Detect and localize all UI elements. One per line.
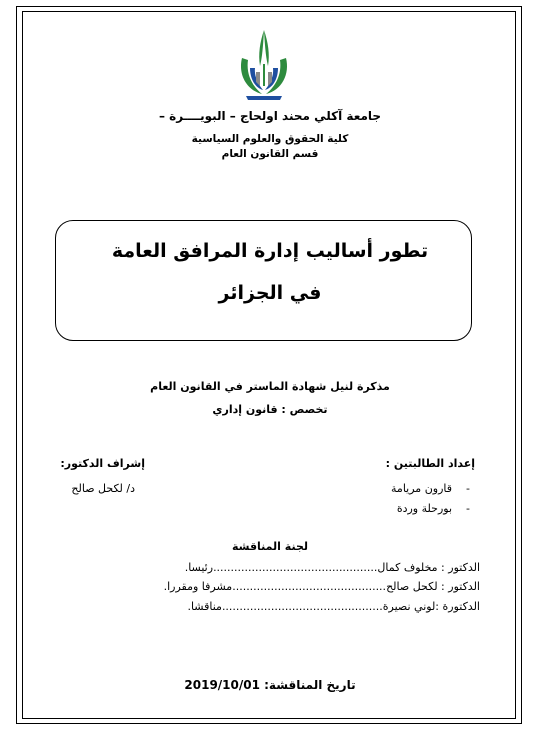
list-dash: - — [466, 502, 470, 515]
supervisor-label: إشراف الدكتور: — [60, 457, 145, 470]
faculty-name: كلية الحقوق والعلوم السياسية — [191, 133, 349, 145]
list-dash: - — [466, 482, 470, 495]
committee-entry: الدكتور : مخلوف كمال — [377, 561, 480, 574]
department-name: قسم القانون العام — [221, 148, 319, 160]
committee-dots: .............................................. — [221, 600, 383, 613]
memo-specialty: تخصص : قانون إداري — [212, 403, 328, 416]
students-label: إعداد الطالبتين : — [385, 457, 475, 470]
committee-row — [185, 561, 480, 574]
committee-row — [187, 600, 480, 613]
discussion-date: تاريخ المناقشة: 2019/10/01 — [184, 678, 356, 692]
committee-entry: الدكتورة :لوني نصيرة — [382, 600, 480, 613]
memo-purpose: مذكرة لنيل شهادة الماستر في القانون العام — [150, 380, 390, 393]
thesis-title-line1: تطور أساليب إدارة المرافق العامة — [111, 240, 429, 262]
committee-row — [164, 580, 480, 593]
university-name: جامعة آكلي محند اولحاج – البويــــرة – — [158, 109, 382, 123]
committee-dots: ............................................ — [232, 580, 387, 593]
title-box — [55, 220, 472, 341]
university-logo-icon — [236, 28, 292, 102]
student-item — [391, 482, 470, 495]
committee-dots: ............................................... — [213, 561, 378, 574]
committee-entry: الدكتور : لكحل صالح — [386, 580, 480, 593]
thesis-title-line2: في الجزائر — [218, 282, 322, 304]
committee-title: لجنة المناقشة — [231, 540, 308, 553]
student-name: بورحلة وردة — [396, 502, 453, 515]
committee-role: رئيسا. — [184, 561, 214, 574]
student-name: قارون مريامة — [391, 482, 453, 495]
committee-role: مشرفا ومقررا. — [163, 580, 233, 593]
supervisor-name: د/ لكحل صالح — [71, 482, 135, 495]
committee-role: مناقشا. — [187, 600, 222, 613]
student-item — [397, 502, 470, 515]
